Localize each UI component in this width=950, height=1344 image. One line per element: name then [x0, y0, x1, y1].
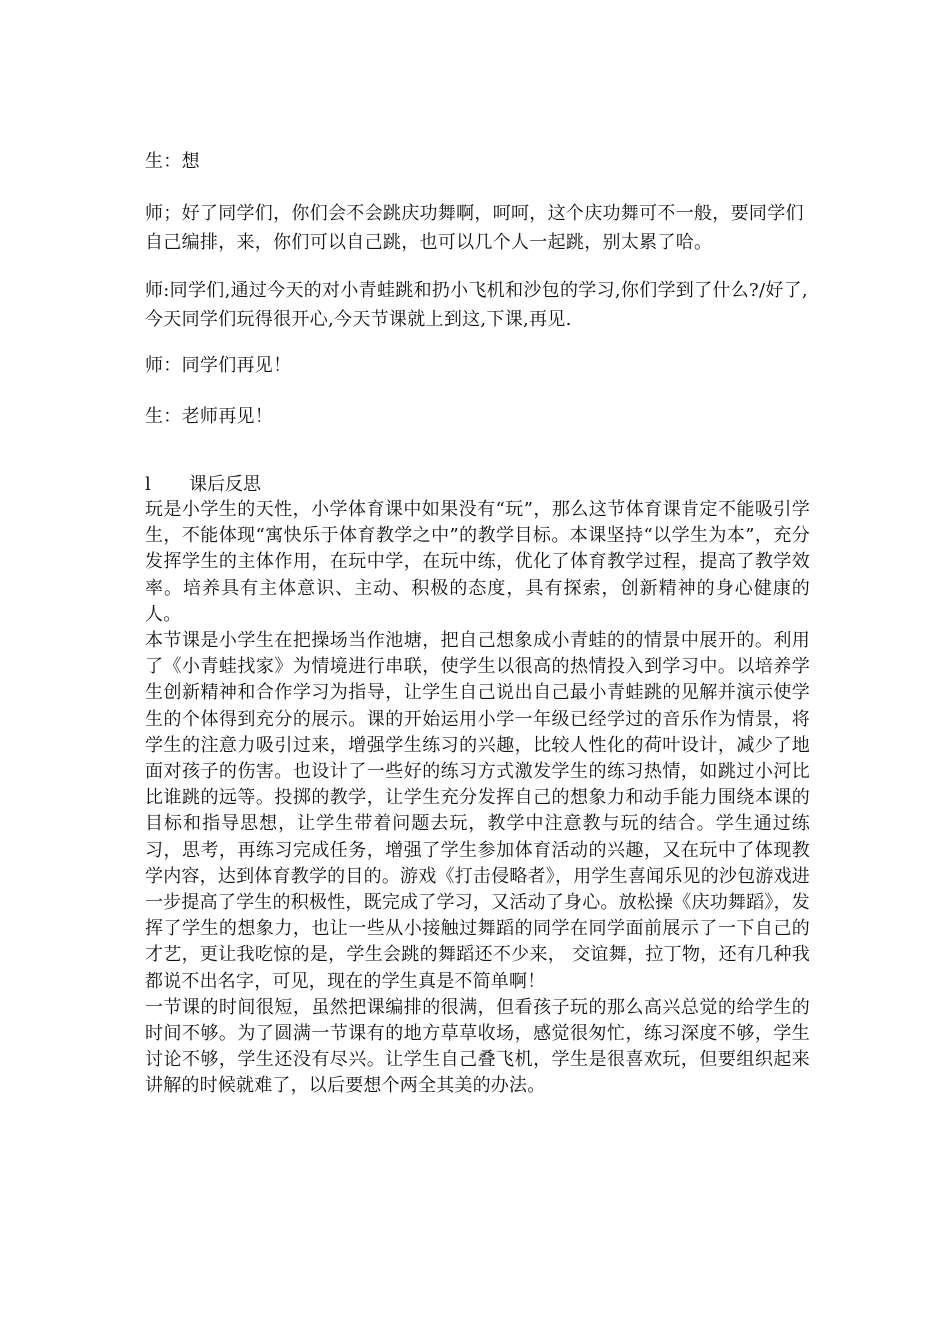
dialogue-line: 师；好了同学们，你们会不会跳庆功舞啊，呵呵，这个庆功舞可不一般，要同学们自己编排，来，你们可以自己跳，也可以几个人一起跳，别太累了哈。 — [145, 203, 804, 253]
paragraph: 本节课是小学生在把操场当作池塘，把自己想象成小青蛙的的情景中展开的。利用了《小青蛙找家》为情境进行串联，使学生以很高的热情投入到学习中。以培养学生创新精神和合作学习为指导，让学生自己说出自己最小青蛙跳的见解并演示使学生的个体得到充分的展示。课的开始运用小学一年级已经学过的音乐作为情景，将学生的注意力吸引过来，增强学生练习的兴趣，比较人性化的荷叶设计，减少了地面对孩子的伤害。也设计了一些好的练习方式激发学生的练习热情，如跳过小河比比谁跳的远等。投掷的教学，让学生充分发挥自己的想象力和动手能力围绕本课的目标和指导思想，让学生带着问题去玩，教学中注意教与玩的结合。学生通过练习，思考，再练习完成任务，增强了学生参加体育活动的兴趣，又在玩中了体现教学内容，达到体育教学的目的。游戏《打击侵略者》，用学生喜闻乐见的沙包游戏进一步提高了学生的积极性，既完成了学习，又活动了身心。放松操《庆功舞蹈》，发挥了学生的想象力，也让一些从小接触过舞蹈的同学在同学面前展示了一下自己的才艺，更让我吃惊的是，学生会跳的舞蹈还不少来， 交谊舞，拉丁物，还有几种我都说不出名字，可见，现在的学生真是不简单啊！ — [145, 630, 810, 992]
dialogue-line: 师：同学们再见！ — [145, 355, 292, 376]
section-title: 课后反思 — [189, 474, 261, 495]
dialogue-line: 师:同学们,通过今天的对小青蛙跳和扔小飞机和沙包的学习,你们学到了什么?/好了,今天同学们玩得很开心,今天节课就上到这,下课,再见. — [145, 280, 808, 330]
paragraph: 一节课的时间很短，虽然把课编排的很满，但看孩子玩的那么高兴总觉的给学生的时间不够。为了圆满一节课有的地方草草收场，感觉很匆忙，练习深度不够，学生讨论不够，学生还没有尽兴。让学生自己叠飞机，学生是很喜欢玩，但要组织起来讲解的时候就难了，以后要想个两全其美的办法。 — [145, 996, 810, 1097]
dialogue-line: 生：老师再见！ — [145, 406, 274, 427]
reflection-body — [145, 497, 810, 1100]
dialogue-line: 生：想 — [145, 151, 200, 172]
section-heading — [145, 472, 261, 498]
bullet-marker: l — [145, 474, 151, 495]
paragraph: 玩是小学生的天性，小学体育课中如果没有“玩”，那么这节体育课肯定不能吸引学生，不能体现“寓快乐于体育教学之中”的教学目标。本课坚持“以学生为本”，充分发挥学生的主体作用，在玩中学，在玩中练，优化了体育教学过程，提高了教学效率。培养具有主体意识、主动、积极的态度，具有探索，创新精神的身心健康的人。 — [145, 499, 810, 625]
